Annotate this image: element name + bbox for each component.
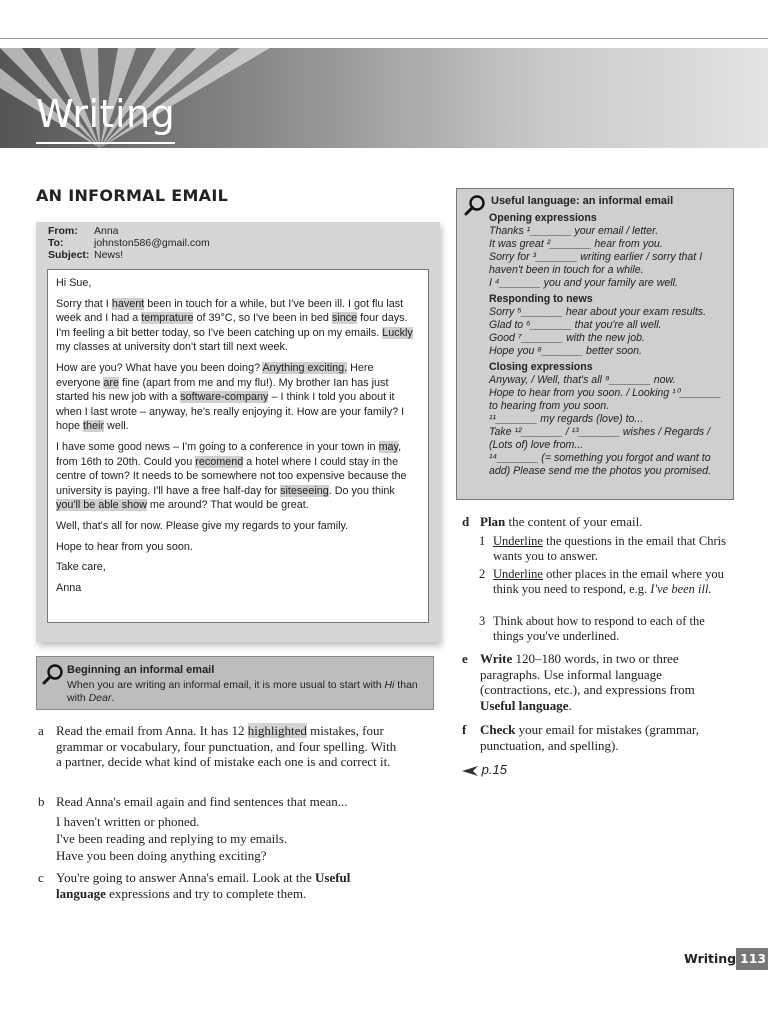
email-paragraph-3: I have some good news – I'm going to a conference in your town in may, from 16th to 20th. Could you recomend a hotel where I could stay in the centre of town? It needs to be somewhere not too expensive because the university is paying. I'll have a free half-day for siteseeing. Do you think you'll be able show me around? That would be great. <box>56 440 407 512</box>
section-title: AN INFORMAL EMAIL <box>36 186 229 205</box>
task-e: e Write 120–180 words, in two or three paragraphs. Use informal language (contractions, etc.), and expressions from Useful language. <box>462 651 695 713</box>
page-title: Writing <box>36 92 176 136</box>
top-rule <box>0 38 768 39</box>
email-to: johnston586@gmail.com <box>94 237 210 249</box>
highlighted-mistake: their <box>83 420 105 433</box>
email-body <box>47 269 429 623</box>
page-reference[interactable]: p.15 <box>462 762 507 777</box>
writing-banner <box>0 48 768 148</box>
task-d: d Plan the content of your email. <box>462 514 643 529</box>
useful-language-box <box>456 188 734 500</box>
highlighted-mistake: software-company <box>180 391 269 404</box>
question-b: b Read Anna's email again and find sentences that mean... <box>38 794 348 809</box>
highlighted-mistake: since <box>331 312 358 325</box>
beginning-email-tip-box <box>36 656 434 710</box>
magnifier-icon <box>464 194 486 216</box>
task-d-step-3: 3 Think about how to respond to each of the things you've underlined. <box>479 614 705 643</box>
email-header: From: Anna To: johnston586@gmail.com Subject: News! <box>48 225 210 261</box>
highlighted-mistake: recomend <box>195 455 244 468</box>
highlighted-mistake: siteseeing <box>280 484 329 497</box>
footer-label: Writing <box>684 951 737 966</box>
page-number: 113 <box>736 948 768 970</box>
tip-text: When you are writing an informal email, it is more usual to start with Hi than with Dear. <box>67 679 418 704</box>
email-paragraph-2: How are you? What have you been doing? Anything exciting. Here everyone are fine (apart from me and my flu!). My brother Ian has just started his new job with a software-company – I think I told you about it when I last wrote – anyway, he's really enjoying it. How are your family? I hope their well. <box>56 361 405 433</box>
magnifier-icon <box>42 663 64 685</box>
question-b-sentence-2: I've been reading and replying to my emails. <box>56 831 288 846</box>
task-f: f Check your email for mistakes (grammar, punctuation, and spelling). <box>462 722 699 753</box>
email-paragraph-4: Well, that's all for now. Please give my regards to your family. <box>56 519 349 532</box>
email-panel <box>36 222 440 642</box>
highlighted-mistake: may <box>378 440 399 453</box>
highlighted-mistake: you'll be able show <box>56 499 147 512</box>
email-paragraph-1: Sorry that I havent been in touch for a while, but I've been ill. I got flu last week and I had a temprature of 39°C, so I've been in bed since four days. I'm feeling a bit better today, so I've been catching up on my emails. Luckly my classes at university don't start till next week. <box>56 297 413 354</box>
email-from: Anna <box>94 225 119 237</box>
question-c: c You're going to answer Anna's email. Look at the Useful language expressions and try to complete them. <box>38 870 351 901</box>
email-subject: News! <box>94 249 124 261</box>
email-signature: Anna <box>56 581 82 594</box>
question-b-sentence-1: I haven't written or phoned. <box>56 814 200 829</box>
email-paragraph-5: Hope to hear from you soon. <box>56 540 193 553</box>
question-a: a Read the email from Anna. It has 12 highlighted mistakes, four grammar or vocabulary, four punctuation, and four spelling. With a partner, decide what kind of mistake each one is and correct it. <box>38 723 397 769</box>
tip-title: Beginning an informal email <box>67 664 215 676</box>
useful-language-title: Useful language: an informal email <box>491 195 674 207</box>
task-d-step-1: 1 Underline the questions in the email that Chris wants you to answer. <box>479 534 726 563</box>
highlighted-mistake: temprature <box>141 312 194 325</box>
highlighted-mistake: havent <box>111 297 145 310</box>
email-greeting: Hi Sue, <box>56 277 92 289</box>
useful-language-list: Opening expressions Thanks ¹_______ your email / letter. It was great ²_______ hear from you. Sorry for ³_______ writing earlier / sorry that I haven't been in touch for a while. I ⁴_______ you and your family are well. Responding to news Sorry ⁵_______ hear about your exam results. Glad to ⁶_______ that you're all well. Good ⁷_______ with the new job. Hope you ⁸_______ better soon. Closing expressions Anyway, / Well, that's all ⁹_______ now. Hope to hear from you soon. / Looking ¹⁰_______ to hearing from you soon. ¹¹_______ my regards (love) to... Take ¹²_______ / ¹³_______ wishes / Regards / (Lots of) love from... ¹⁴_______ (= something you forgot and want to add) Please send me the photos you promised. <box>489 212 722 477</box>
arrow-left-icon <box>462 766 478 776</box>
question-b-sentence-3: Have you been doing anything exciting? <box>56 848 267 863</box>
highlighted-mistake: Luckly <box>382 326 413 339</box>
highlighted-mistake: Anything exciting. <box>262 361 348 374</box>
highlighted-mistake: are <box>103 376 120 389</box>
email-signoff: Take care, <box>56 561 106 574</box>
task-d-step-2: 2 Underline other places in the email where you think you need to respond, e.g. I've been ill. <box>479 567 724 596</box>
